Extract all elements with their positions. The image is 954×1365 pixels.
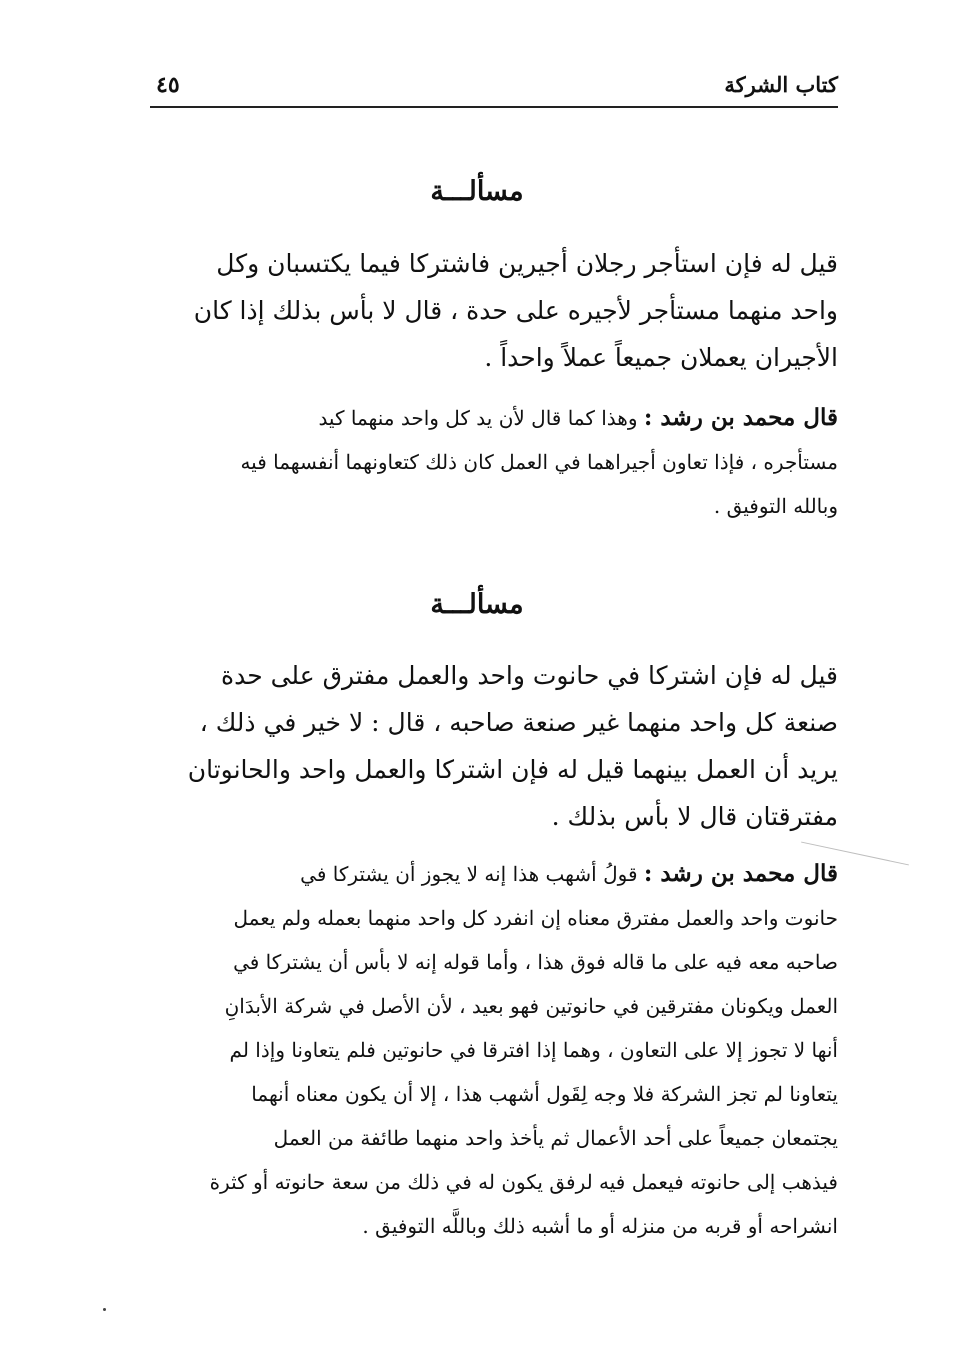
text-line: مفترقتان قال لا بأس بذلك .: [551, 802, 838, 831]
text-line: قيل له فإن استأجر رجلان أجيرين فاشتركا فيما يكتسبان وكل: [216, 249, 838, 278]
text-line: حانوت واحد والعمل مفترق معناه إن انفرد كل واحد منهما بعمله ولم يعمل: [233, 906, 838, 930]
scan-speck: [103, 1308, 106, 1311]
text-line: صنعة كل واحد منهما غير صنعة صاحبه ، قال : لا خير في ذلك ،: [199, 708, 838, 737]
commentary-text: قولُ أشهب هذا إنه لا يجوز أن يشتركا في: [300, 862, 638, 886]
question-paragraph-1: [150, 240, 838, 381]
text-line: واحد منهما مستأجر لأجيره على حدة ، قال لا بأس بذلك إذا كان: [193, 296, 838, 325]
text-line: مستأجره ، فإذا تعاون أجيراهما في العمل كان ذلك كتعاونهما أنفسهما فيه: [240, 450, 838, 474]
book-title: كتاب الشركة: [724, 72, 838, 97]
text-line: [150, 396, 838, 440]
text-line: صاحبه معه فيه على ما قاله فوق هذا ، وأما قوله إنه لا بأس أن يشتركا في: [233, 950, 838, 974]
section-heading-2: مسألـــة: [430, 589, 524, 620]
text-line: قيل له فإن اشتركا في حانوت واحد والعمل مفترق على حدة: [220, 661, 838, 690]
text-line: فيذهب إلى حانوته فيعمل فيه لرفق يكون له في ذلك من سعة حانوته أو كثرة: [209, 1170, 838, 1194]
commentary-text: وهذا كما قال لأن يد كل واحد منهما كيد: [318, 406, 638, 430]
text-line: أنها لا تجوز إلا على التعاون ، وهما إذا افترقا في حانوتين فلم يتعاونا وإذا لم: [229, 1038, 838, 1062]
text-line: يريد أن العمل بينهما قيل له فإن اشتركا والعمل واحد والحانوتان: [187, 755, 838, 784]
text-line: العمل ويكونان مفترقين في حانوتين فهو بعيد ، لأن الأصل في شركة الأبدَانِ: [224, 994, 838, 1018]
running-header: [150, 64, 838, 108]
text-line: وبالله التوفيق .: [713, 494, 838, 518]
commentary-speaker: قال محمد بن رشد :: [643, 860, 838, 887]
text-line: الأجيران يعملان جميعاً عملاً واحداً .: [484, 343, 838, 372]
text-line: [150, 852, 838, 896]
text-line: يجتمعان جميعاً على أحد الأعمال ثم يأخذ واحد منهما طائفة من العمل: [273, 1126, 838, 1150]
commentary-paragraph-2: [150, 852, 838, 1248]
text-line: يتعاونا لم تجز الشركة فلا وجه لِقَول أشهب هذا ، إلا أن يكون معناه أنهما: [251, 1082, 838, 1106]
page-number: ٤٥: [156, 72, 180, 98]
commentary-speaker: قال محمد بن رشد :: [643, 404, 838, 431]
commentary-paragraph-1: [150, 396, 838, 528]
section-heading-1: مسألـــة: [430, 176, 524, 207]
text-line: انشراحه أو قربه من منزله أو ما أشبه ذلك وباللَّه التوفيق .: [362, 1214, 838, 1238]
question-paragraph-2: [150, 652, 838, 840]
